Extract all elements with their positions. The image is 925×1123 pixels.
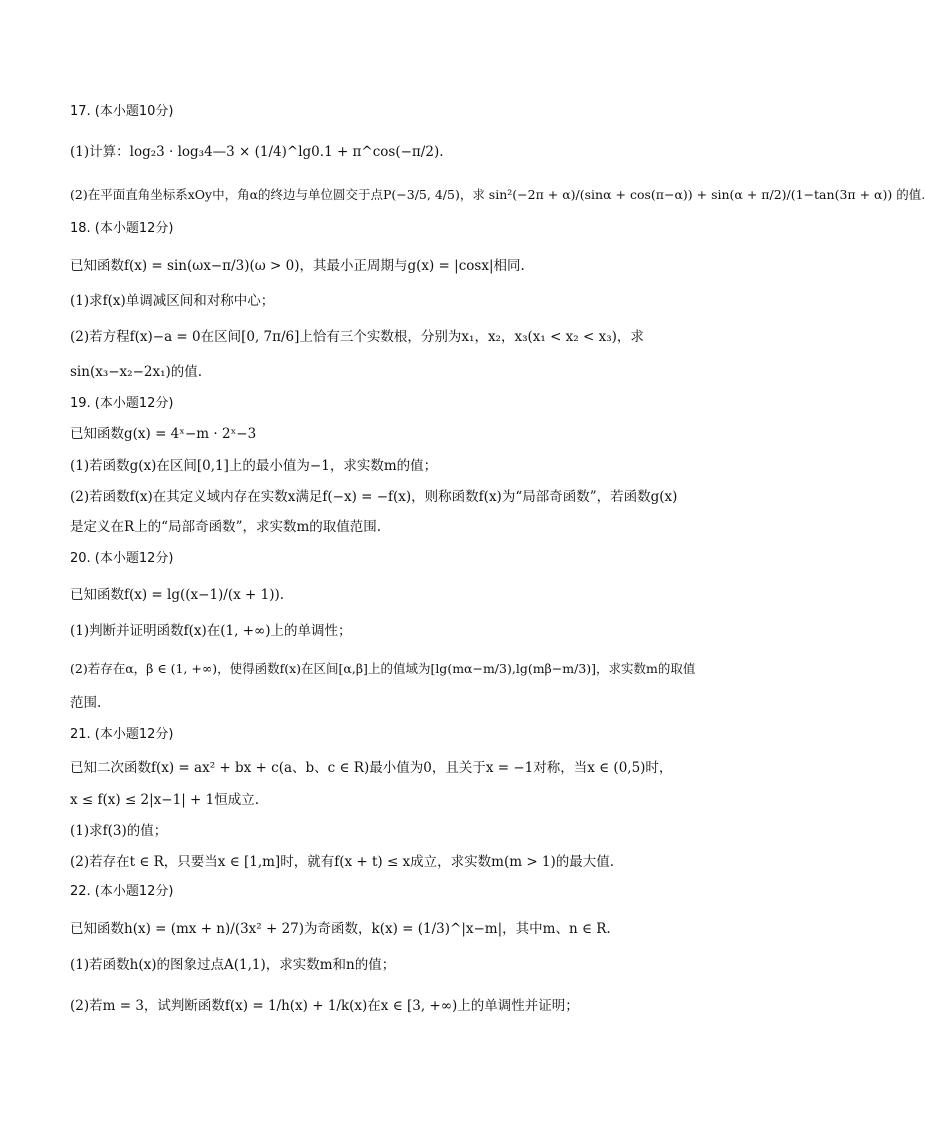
problem-20-part-2: (2)若存在α，β ∈ (1, +∞)，使得函数f(x)在区间[α,β]上的值域为[lg(mα−m/3),lg(mβ−m/3)]，求实数m的取值 <box>70 661 696 676</box>
problem-22-part-1: (1)若函数h(x)的图象过点A(1,1)，求实数m和n的值； <box>70 957 396 973</box>
problem-19-header: 19. (本小题12分) <box>70 396 174 411</box>
problem-20-header: 20. (本小题12分) <box>70 551 174 566</box>
problem-20-part-1: (1)判断并证明函数f(x)在(1, +∞)上的单调性； <box>70 623 352 639</box>
problem-19-part-1: (1)若函数g(x)在区间[0,1]上的最小值为−1，求实数m的值； <box>70 458 438 474</box>
problem-22-part-2: (2)若m = 3，试判断函数f(x) = 1/h(x) + 1/k(x)在x ∈ [3, +∞)上的单调性并证明； <box>70 998 579 1014</box>
problem-18-part-2-cont: sin(x₃−x₂−2x₁)的值. <box>70 364 203 380</box>
problem-17-part-2: (2)在平面直角坐标系xOy中，角α的终边与单位圆交于点P(−3/5, 4/5)，求 sin²(−2π + α)/(sinα + cos(π−α)) + sin(α + π/2)/(1−tan(3π + α)) 的值. <box>70 187 925 202</box>
problem-17-header: 17. (本小题10分) <box>70 104 174 119</box>
problem-18-stem: 已知函数f(x) = sin(ωx−π/3)(ω > 0)，其最小正周期与g(x) = |cosx|相同. <box>70 258 525 274</box>
problem-20-stem: 已知函数f(x) = lg((x−1)/(x + 1)). <box>70 587 285 603</box>
problem-19-part-2-cont: 是定义在R上的“局部奇函数”，求实数m的取值范围. <box>70 519 382 535</box>
problem-21-stem-cont: x ≤ f(x) ≤ 2|x−1| + 1恒成立. <box>70 792 260 808</box>
problem-21-part-2: (2)若存在t ∈ R，只要当x ∈ [1,m]时，就有f(x + t) ≤ x成立，求实数m(m > 1)的最大值. <box>70 854 615 870</box>
problem-21-part-1: (1)求f(3)的值； <box>70 823 168 839</box>
problem-19-part-2: (2)若函数f(x)在其定义域内存在实数x满足f(−x) = −f(x)，则称函数f(x)为“局部奇函数”，若函数g(x) <box>70 489 678 505</box>
problem-18-header: 18. (本小题12分) <box>70 221 174 236</box>
problem-21-stem: 已知二次函数f(x) = ax² + bx + c(a、b、c ∈ R)最小值为0，且关于x = −1对称，当x ∈ (0,5)时， <box>70 760 673 776</box>
problem-18-part-1: (1)求f(x)单调减区间和对称中心； <box>70 293 275 309</box>
problem-22-header: 22. (本小题12分) <box>70 884 174 899</box>
problem-17-part-1: (1)计算：log₂3 · log₃4—3 × (1/4)^lg0.1 + π^cos(−π/2). <box>70 144 444 160</box>
problem-20-part-2-cont: 范围. <box>70 695 102 711</box>
problem-18-part-2: (2)若方程f(x)−a = 0在区间[0, 7π/6]上恰有三个实数根，分别为x₁，x₂，x₃(x₁ < x₂ < x₃)，求 <box>70 329 644 345</box>
problem-21-header: 21. (本小题12分) <box>70 727 174 742</box>
problem-22-stem: 已知函数h(x) = (mx + n)/(3x² + 27)为奇函数，k(x) = (1/3)^|x−m|，其中m、n ∈ R. <box>70 921 611 937</box>
problem-19-stem: 已知函数g(x) = 4ˣ−m · 2ˣ−3 <box>70 426 257 442</box>
